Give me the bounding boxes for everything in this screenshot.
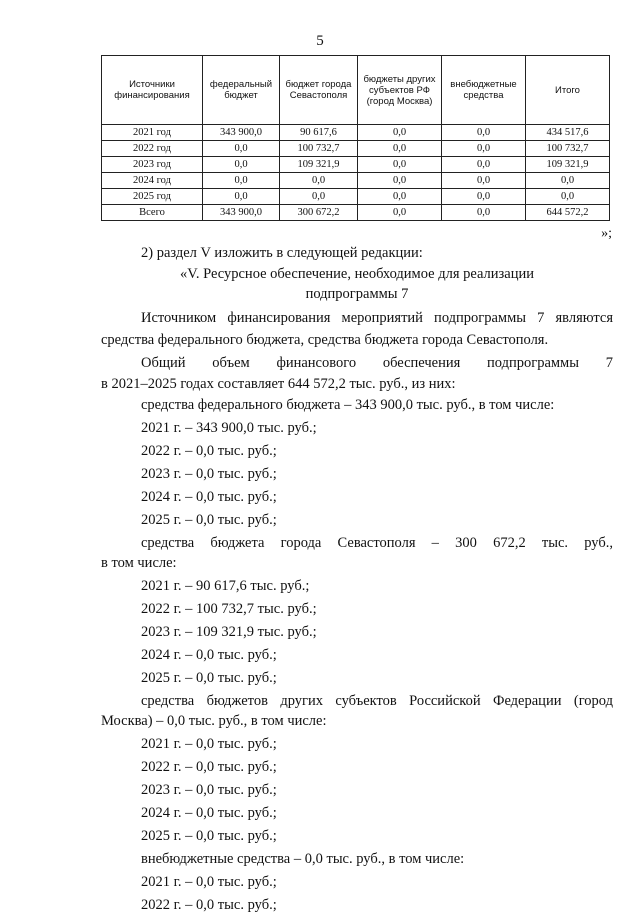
extrabudgetary-year-2022: 2022 г. – 0,0 тыс. руб.;: [141, 897, 277, 913]
other-subjects-year-2023: 2023 г. – 0,0 тыс. руб.;: [141, 782, 277, 798]
table-cell: 0,0: [442, 141, 526, 157]
other-subjects-intro-line-1: средства бюджетов других субъектов Российской Федерации (город: [141, 693, 613, 709]
sevastopol-year-2023: 2023 г. – 109 321,9 тыс. руб.;: [141, 624, 317, 640]
table-cell: Всего: [102, 205, 203, 221]
table-cell: 0,0: [358, 157, 442, 173]
table-cell: 300 672,2: [280, 205, 358, 221]
page-number: 5: [316, 33, 324, 49]
table-cell: 0,0: [526, 189, 610, 205]
table-cell: 434 517,6: [526, 125, 610, 141]
sevastopol-year-2024: 2024 г. – 0,0 тыс. руб.;: [141, 647, 277, 663]
para-sources: Источником финансирования мероприятий подпрограммы 7 являются средства федерального бюджета, средства бюджета города Севастополя.: [101, 310, 613, 348]
table-cell: 109 321,9: [526, 157, 610, 173]
table-cell: 90 617,6: [280, 125, 358, 141]
extrabudgetary-year-2021: 2021 г. – 0,0 тыс. руб.;: [141, 874, 277, 890]
table-cell: 0,0: [442, 125, 526, 141]
table-cell: 0,0: [358, 125, 442, 141]
table-cell: 0,0: [442, 189, 526, 205]
other-subjects-year-2024: 2024 г. – 0,0 тыс. руб.;: [141, 805, 277, 821]
sevastopol-year-2021: 2021 г. – 90 617,6 тыс. руб.;: [141, 578, 310, 594]
table-row: [102, 157, 610, 173]
sevastopol-intro-line-2: в том числе:: [101, 555, 177, 571]
closing-quote-mark: »;: [601, 226, 612, 241]
sevastopol-year-2025: 2025 г. – 0,0 тыс. руб.;: [141, 670, 277, 686]
header-sources: Источники финансирования: [102, 56, 203, 125]
table-cell: 0,0: [442, 173, 526, 189]
table-cell: 343 900,0: [203, 125, 280, 141]
federal-year-2025: 2025 г. – 0,0 тыс. руб.;: [141, 512, 277, 528]
table-cell: 2023 год: [102, 157, 203, 173]
section-title-line-2: подпрограммы 7: [305, 286, 409, 302]
table-cell: 2021 год: [102, 125, 203, 141]
table-cell: 0,0: [203, 173, 280, 189]
header-extrabudgetary: внебюджетные средства: [442, 56, 526, 125]
header-total: Итого: [526, 56, 610, 125]
table-cell: 0,0: [358, 205, 442, 221]
other-subjects-year-2021: 2021 г. – 0,0 тыс. руб.;: [141, 736, 277, 752]
table-cell: 0,0: [203, 189, 280, 205]
table-cell: 100 732,7: [280, 141, 358, 157]
table-cell: 0,0: [203, 141, 280, 157]
table-cell: 0,0: [442, 205, 526, 221]
header-sevastopol: бюджет города Севастополя: [280, 56, 358, 125]
table-row: [102, 189, 610, 205]
table-row: [102, 141, 610, 157]
header-other-subjects: бюджеты других субъектов РФ (город Москва): [358, 56, 442, 125]
table-cell: 0,0: [280, 189, 358, 205]
table-row-total: [102, 205, 610, 221]
header-federal: федеральный бюджет: [203, 56, 280, 125]
document-body: [101, 243, 613, 915]
extrabudgetary-intro: внебюджетные средства – 0,0 тыс. руб., в том числе:: [141, 851, 465, 867]
table-cell: 2025 год: [102, 189, 203, 205]
table-cell: 2022 год: [102, 141, 203, 157]
section-title-line-1: «V. Ресурсное обеспечение, необходимое для реализации: [179, 266, 534, 282]
table-cell: 100 732,7: [526, 141, 610, 157]
federal-year-2024: 2024 г. – 0,0 тыс. руб.;: [141, 489, 277, 505]
table-cell: 2024 год: [102, 173, 203, 189]
sevastopol-year-2022: 2022 г. – 100 732,7 тыс. руб.;: [141, 601, 317, 617]
table-cell: 109 321,9: [280, 157, 358, 173]
table-cell: 0,0: [526, 173, 610, 189]
federal-year-2023: 2023 г. – 0,0 тыс. руб.;: [141, 466, 277, 482]
other-subjects-intro-line-2: Москва) – 0,0 тыс. руб., в том числе:: [101, 713, 327, 729]
financing-table: [101, 55, 610, 221]
other-subjects-year-2025: 2025 г. – 0,0 тыс. руб.;: [141, 828, 277, 844]
para-total-line-1: Общий объем финансового обеспечения подпрограммы 7: [141, 355, 613, 371]
sevastopol-intro-line-1: средства бюджета города Севастополя – 300 672,2 тыс. руб.,: [141, 535, 613, 551]
table-cell: 0,0: [358, 141, 442, 157]
table-cell: 0,0: [358, 189, 442, 205]
table-header-row: [102, 56, 610, 125]
other-subjects-year-2022: 2022 г. – 0,0 тыс. руб.;: [141, 759, 277, 775]
table-cell: 0,0: [203, 157, 280, 173]
federal-year-2021: 2021 г. – 343 900,0 тыс. руб.;: [141, 420, 317, 436]
table-cell: 0,0: [280, 173, 358, 189]
table-cell: 343 900,0: [203, 205, 280, 221]
item-2-heading: 2) раздел V изложить в следующей редакции:: [141, 245, 423, 261]
table-cell: 0,0: [442, 157, 526, 173]
federal-intro: средства федерального бюджета – 343 900,0 тыс. руб., в том числе:: [141, 397, 555, 413]
table-row: [102, 125, 610, 141]
para-total-line-2: в 2021–2025 годах составляет 644 572,2 тыс. руб., из них:: [101, 376, 456, 392]
federal-year-2022: 2022 г. – 0,0 тыс. руб.;: [141, 443, 277, 459]
table-cell: 644 572,2: [526, 205, 610, 221]
table-cell: 0,0: [358, 173, 442, 189]
table-row: [102, 173, 610, 189]
